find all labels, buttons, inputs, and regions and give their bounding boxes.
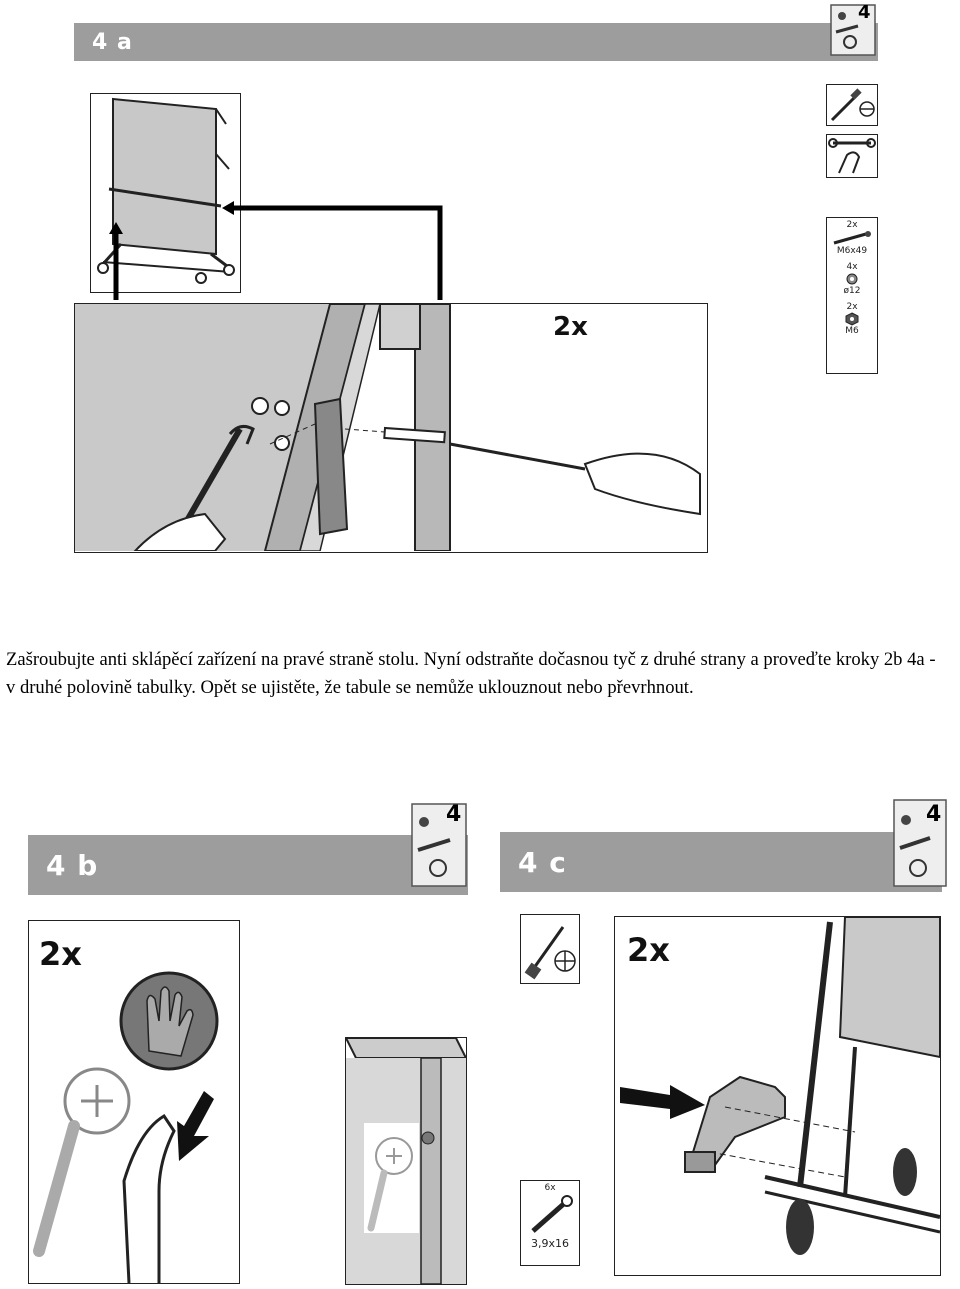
box-icon <box>828 2 878 58</box>
part-nut <box>827 302 877 336</box>
step-4c-label: 4 c <box>518 845 567 879</box>
step-4a-parts-list <box>826 217 878 374</box>
part-qty: 6x <box>544 1183 556 1193</box>
box-number: 4 <box>446 802 462 827</box>
pointer-arrows <box>100 200 460 300</box>
part-name: M6x49 <box>836 246 868 256</box>
part-screw <box>521 1181 579 1250</box>
step-4b-detail-left <box>28 920 240 1284</box>
box-icon <box>890 796 950 890</box>
step-4c-header <box>500 832 942 892</box>
step-4c-detail <box>614 916 941 1276</box>
part-qty: 2x <box>846 302 858 312</box>
step-4c-parts-list <box>520 1180 580 1266</box>
part-name: M6 <box>845 326 859 336</box>
screwdriver-icon <box>520 914 580 984</box>
box-number: 4 <box>858 2 871 23</box>
screwdriver-icon <box>826 84 878 126</box>
part-name: 3,9x16 <box>530 1237 569 1250</box>
part-washer <box>827 262 877 296</box>
part-qty: 2x <box>846 220 858 230</box>
part-qty: 4x <box>846 262 858 272</box>
step-4a-detail <box>74 303 708 553</box>
part-bolt <box>827 220 877 256</box>
step-4a-label: 4 a <box>92 29 133 55</box>
step-4c-count: 2x <box>627 931 670 969</box>
step-4b-count: 2x <box>39 935 82 973</box>
box-icon <box>408 800 470 890</box>
wrench-icon <box>826 134 878 178</box>
step-4b-detail-right <box>345 1037 467 1285</box>
part-name: ø12 <box>843 286 861 296</box>
box-number: 4 <box>926 802 942 827</box>
step-4b-header <box>28 835 468 895</box>
instruction-paragraph: Zašroubujte anti sklápěcí zařízení na pravé straně stolu. Nyní odstraňte dočasnou tyč z druhé strany a proveďte kroky 2b 4a - v druhé polovině tabulky. Opět se ujistěte, že tabule se nemůže uklouznout nebo převrhnout. <box>6 649 936 698</box>
step-4a-header <box>74 23 878 61</box>
step-4a-count: 2x <box>553 312 588 342</box>
step-4b-label: 4 b <box>46 848 99 882</box>
